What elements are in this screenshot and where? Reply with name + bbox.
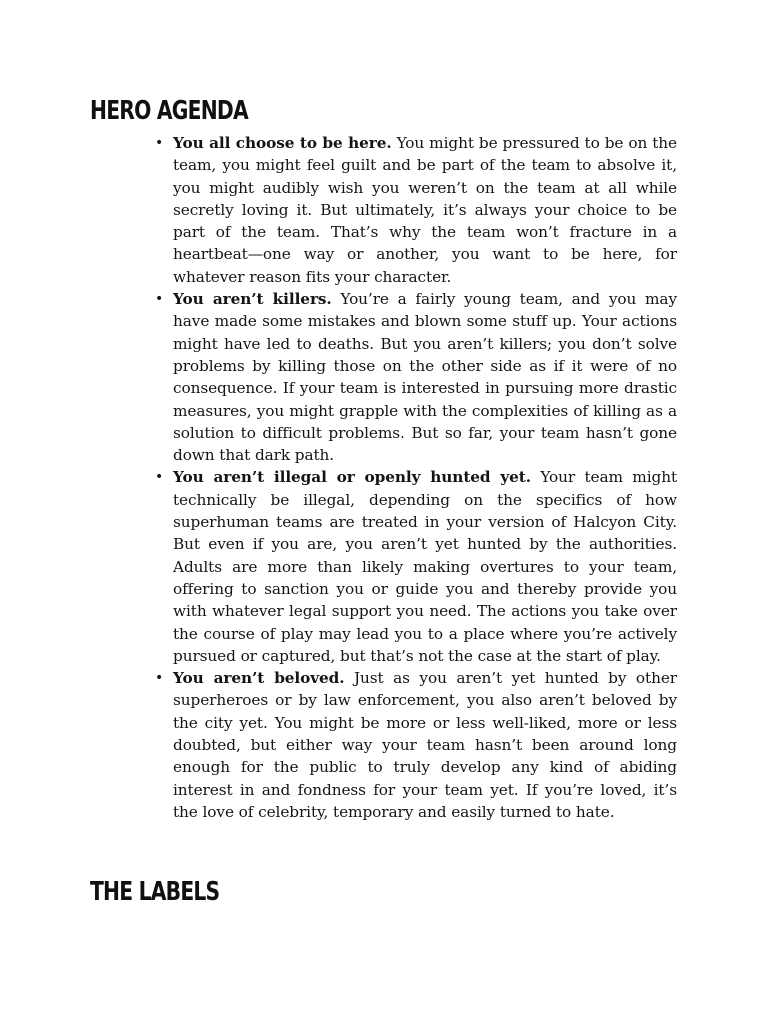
item-lead: You aren’t killers. — [173, 290, 332, 309]
bullet-icon: • — [155, 469, 164, 486]
heading-hero-agenda: HERO AGENDA — [90, 96, 248, 126]
item-body: Your team might technically be illegal, depending on the specifics of how superhuman teams are treated in your version of Halcyon City. But even if you are, you aren’t yet hunted by the authorities. Adults are more than likely making overtures to your team, offering to sanction you or guide you and thereby provide you with whatever legal support you need. The actions you take over the course of play may lead you to a place where you’re actively pursued or captured, but that’s not the case at the start of play. — [173, 468, 677, 665]
item-body: Just as you aren’t yet hunted by other superheroes or by law enforcement, you also aren’t beloved by the city yet. You might be more or less well-liked, more or less doubted, but either way your team hasn’t been around long enough for the public to truly develop any kind of abiding interest in and fondness for your team yet. If you’re loved, it’s the love of celebrity, temporary and easily turned to hate. — [173, 669, 677, 821]
item-body: You’re a fairly young team, and you may have made some mistakes and blown some stuff up. Your actions might have led to deaths. But you aren’t killers; you don’t solve problems by killing those on the other side as if it were of no consequence. If your team is interested in pursuing more drastic measures, you might grapple with the complexities of killing as a solution to difficult problems. But so far, your team hasn’t gone down that dark path. — [173, 290, 677, 465]
item-body: You might be pressured to be on the team, you might feel guilt and be part of the team to absolve it, you might audibly wish you weren’t on the team at all while secretly loving it. But ultimately, it’s always your choice to be part of the team. That’s why the team won’t fracture in a heartbeat—one way or another, you want to be here, for whatever reason fits your character. — [173, 134, 677, 286]
heading-the-labels: THE LABELS — [90, 877, 220, 907]
bullet-icon: • — [155, 135, 164, 151]
list-item — [155, 132, 677, 288]
item-lead: You aren’t illegal or openly hunted yet. — [173, 468, 531, 487]
hero-agenda-list — [155, 132, 677, 823]
list-item — [155, 466, 677, 667]
bullet-icon: • — [155, 670, 164, 687]
list-item — [155, 288, 677, 466]
bullet-icon: • — [155, 291, 164, 308]
item-lead: You all choose to be here. — [173, 134, 392, 152]
list-item — [155, 667, 677, 823]
item-lead: You aren’t beloved. — [173, 669, 345, 688]
